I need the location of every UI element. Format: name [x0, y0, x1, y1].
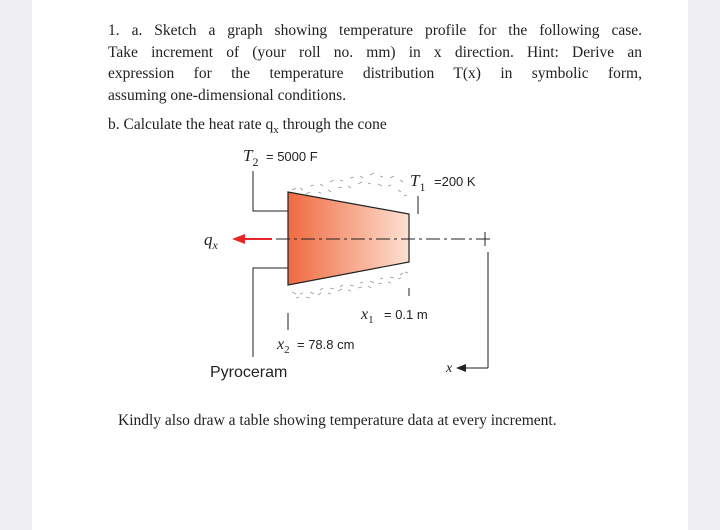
heat-rate-subscript: x: [273, 124, 279, 137]
x2-value: = 78.8 cm: [297, 337, 355, 352]
x-axis-label: x: [446, 361, 453, 376]
t2-label: $T_2$: [243, 146, 259, 169]
x2-label: $x_2$: [277, 336, 290, 356]
heat-rate-arrowhead: [232, 234, 245, 244]
insulation-top: [292, 173, 407, 197]
question-2-prefix: b. Calculate the heat rate: [108, 116, 266, 133]
question-1-line: 1. a. Sketch a graph showing temperature profile for the following case.: [108, 22, 642, 39]
question-1-line: assuming one-dimensional conditions.: [108, 86, 347, 104]
t2-leader: [253, 171, 288, 211]
t2-value: = 5000 F: [266, 149, 318, 164]
table-instruction: Kindly also draw a table showing temperature data at every increment.: [118, 412, 557, 429]
t1-value: =200 K: [434, 174, 476, 189]
material-label: Pyroceram: [210, 364, 288, 381]
t1-label: $T_1$: [410, 171, 426, 194]
question-1-line: expression for the temperature distribution T(x) in symbolic form,: [108, 65, 642, 82]
x1-label: $x_1$: [361, 306, 374, 326]
heat-rate-symbol: q: [265, 116, 274, 133]
x1-value: = 0.1 m: [384, 307, 428, 322]
heat-rate-label: $q_x$: [204, 230, 218, 252]
question-1-line: Take increment of (your roll no. mm) in x direction. Hint: Derive an: [108, 43, 642, 61]
question-2-suffix: through the cone: [278, 116, 387, 133]
x-axis-arrowhead: [456, 364, 466, 372]
